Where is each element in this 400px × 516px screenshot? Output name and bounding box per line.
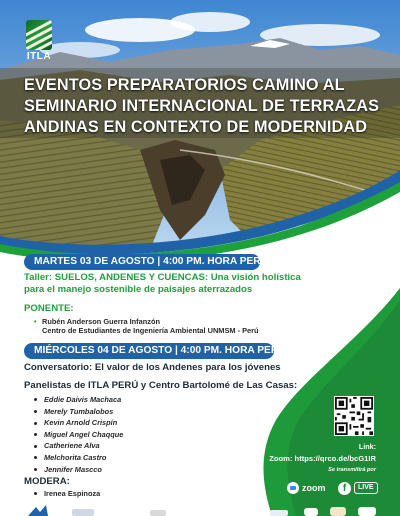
title-line-3: ANDINAS EN CONTEXTO DE MODERNIDAD: [24, 118, 368, 136]
event1-date-badge: MARTES 03 DE AGOSTO | 4:00 PM. HORA PERÚ: [24, 254, 260, 270]
list-item: Eddie Daivis Machaca: [34, 394, 123, 406]
broadcast-note: Se transmitirá por: [328, 467, 376, 473]
event2-talk-title: Conversatorio: El valor de los Andenes para los jóvenes: [24, 362, 281, 373]
title-line-2: SEMINARIO INTERNACIONAL DE TERRAZAS: [24, 97, 380, 115]
event1-workshop-line-2: para el manejo sostenible de paisajes aterrazados: [24, 284, 253, 295]
speaker-block: • Rubén Anderson Guerra Infanzón Centro de Estudiantes de Ingeniería Ambiental UNMSM - Perú: [34, 317, 259, 335]
event1-workshop-line-1: Taller: SUELOS, ANDENES Y CUENCAS: Una visión holística: [24, 272, 301, 283]
video-camera-icon: [287, 482, 299, 494]
list-item: Melchorita Castro: [34, 452, 123, 464]
zoom-logo[interactable]: [287, 481, 326, 495]
sponsor-logos-strip: [0, 503, 400, 516]
moderator-label: MODERA:: [24, 476, 70, 487]
panelists-label: Panelistas de ITLA PERÚ y Centro Bartolomé de Las Casas:: [24, 380, 298, 391]
list-item: Kevin Arnold Crispín: [34, 417, 123, 429]
event2-date-badge: MIÉRCOLES 04 DE AGOSTO | 4:00 PM. HORA PERÚ: [24, 343, 274, 359]
list-item: Merely Tumbalobos: [34, 406, 123, 418]
title-line-1: EVENTOS PREPARATORIOS CAMINO AL: [24, 76, 345, 94]
live-badge: LIVE: [354, 482, 378, 494]
list-item: Jennifer Mascco: [34, 464, 123, 476]
list-item: Miguel Angel Chaqque: [34, 429, 123, 441]
facebook-icon: f: [338, 482, 351, 495]
facebook-live-logo[interactable]: [338, 481, 378, 495]
speaker-affiliation: Centro de Estudiantes de Ingeniería Ambiental UNMSM - Perú: [42, 326, 259, 335]
link-label: Link:: [358, 442, 376, 451]
qr-code[interactable]: [334, 396, 374, 436]
list-item: Catheriene Alva: [34, 440, 123, 452]
logo-text: ITLA: [26, 51, 52, 62]
zoom-text: zoom: [302, 483, 326, 493]
speaker-label: PONENTE:: [24, 303, 74, 314]
moderator-name: Irenea Espinoza: [34, 489, 100, 498]
speaker-name: Rubén Anderson Guerra Infanzón: [42, 317, 160, 326]
zoom-link[interactable]: Zoom: https://qrco.de/bcG1IR: [269, 454, 376, 463]
panelist-list: [34, 394, 123, 475]
